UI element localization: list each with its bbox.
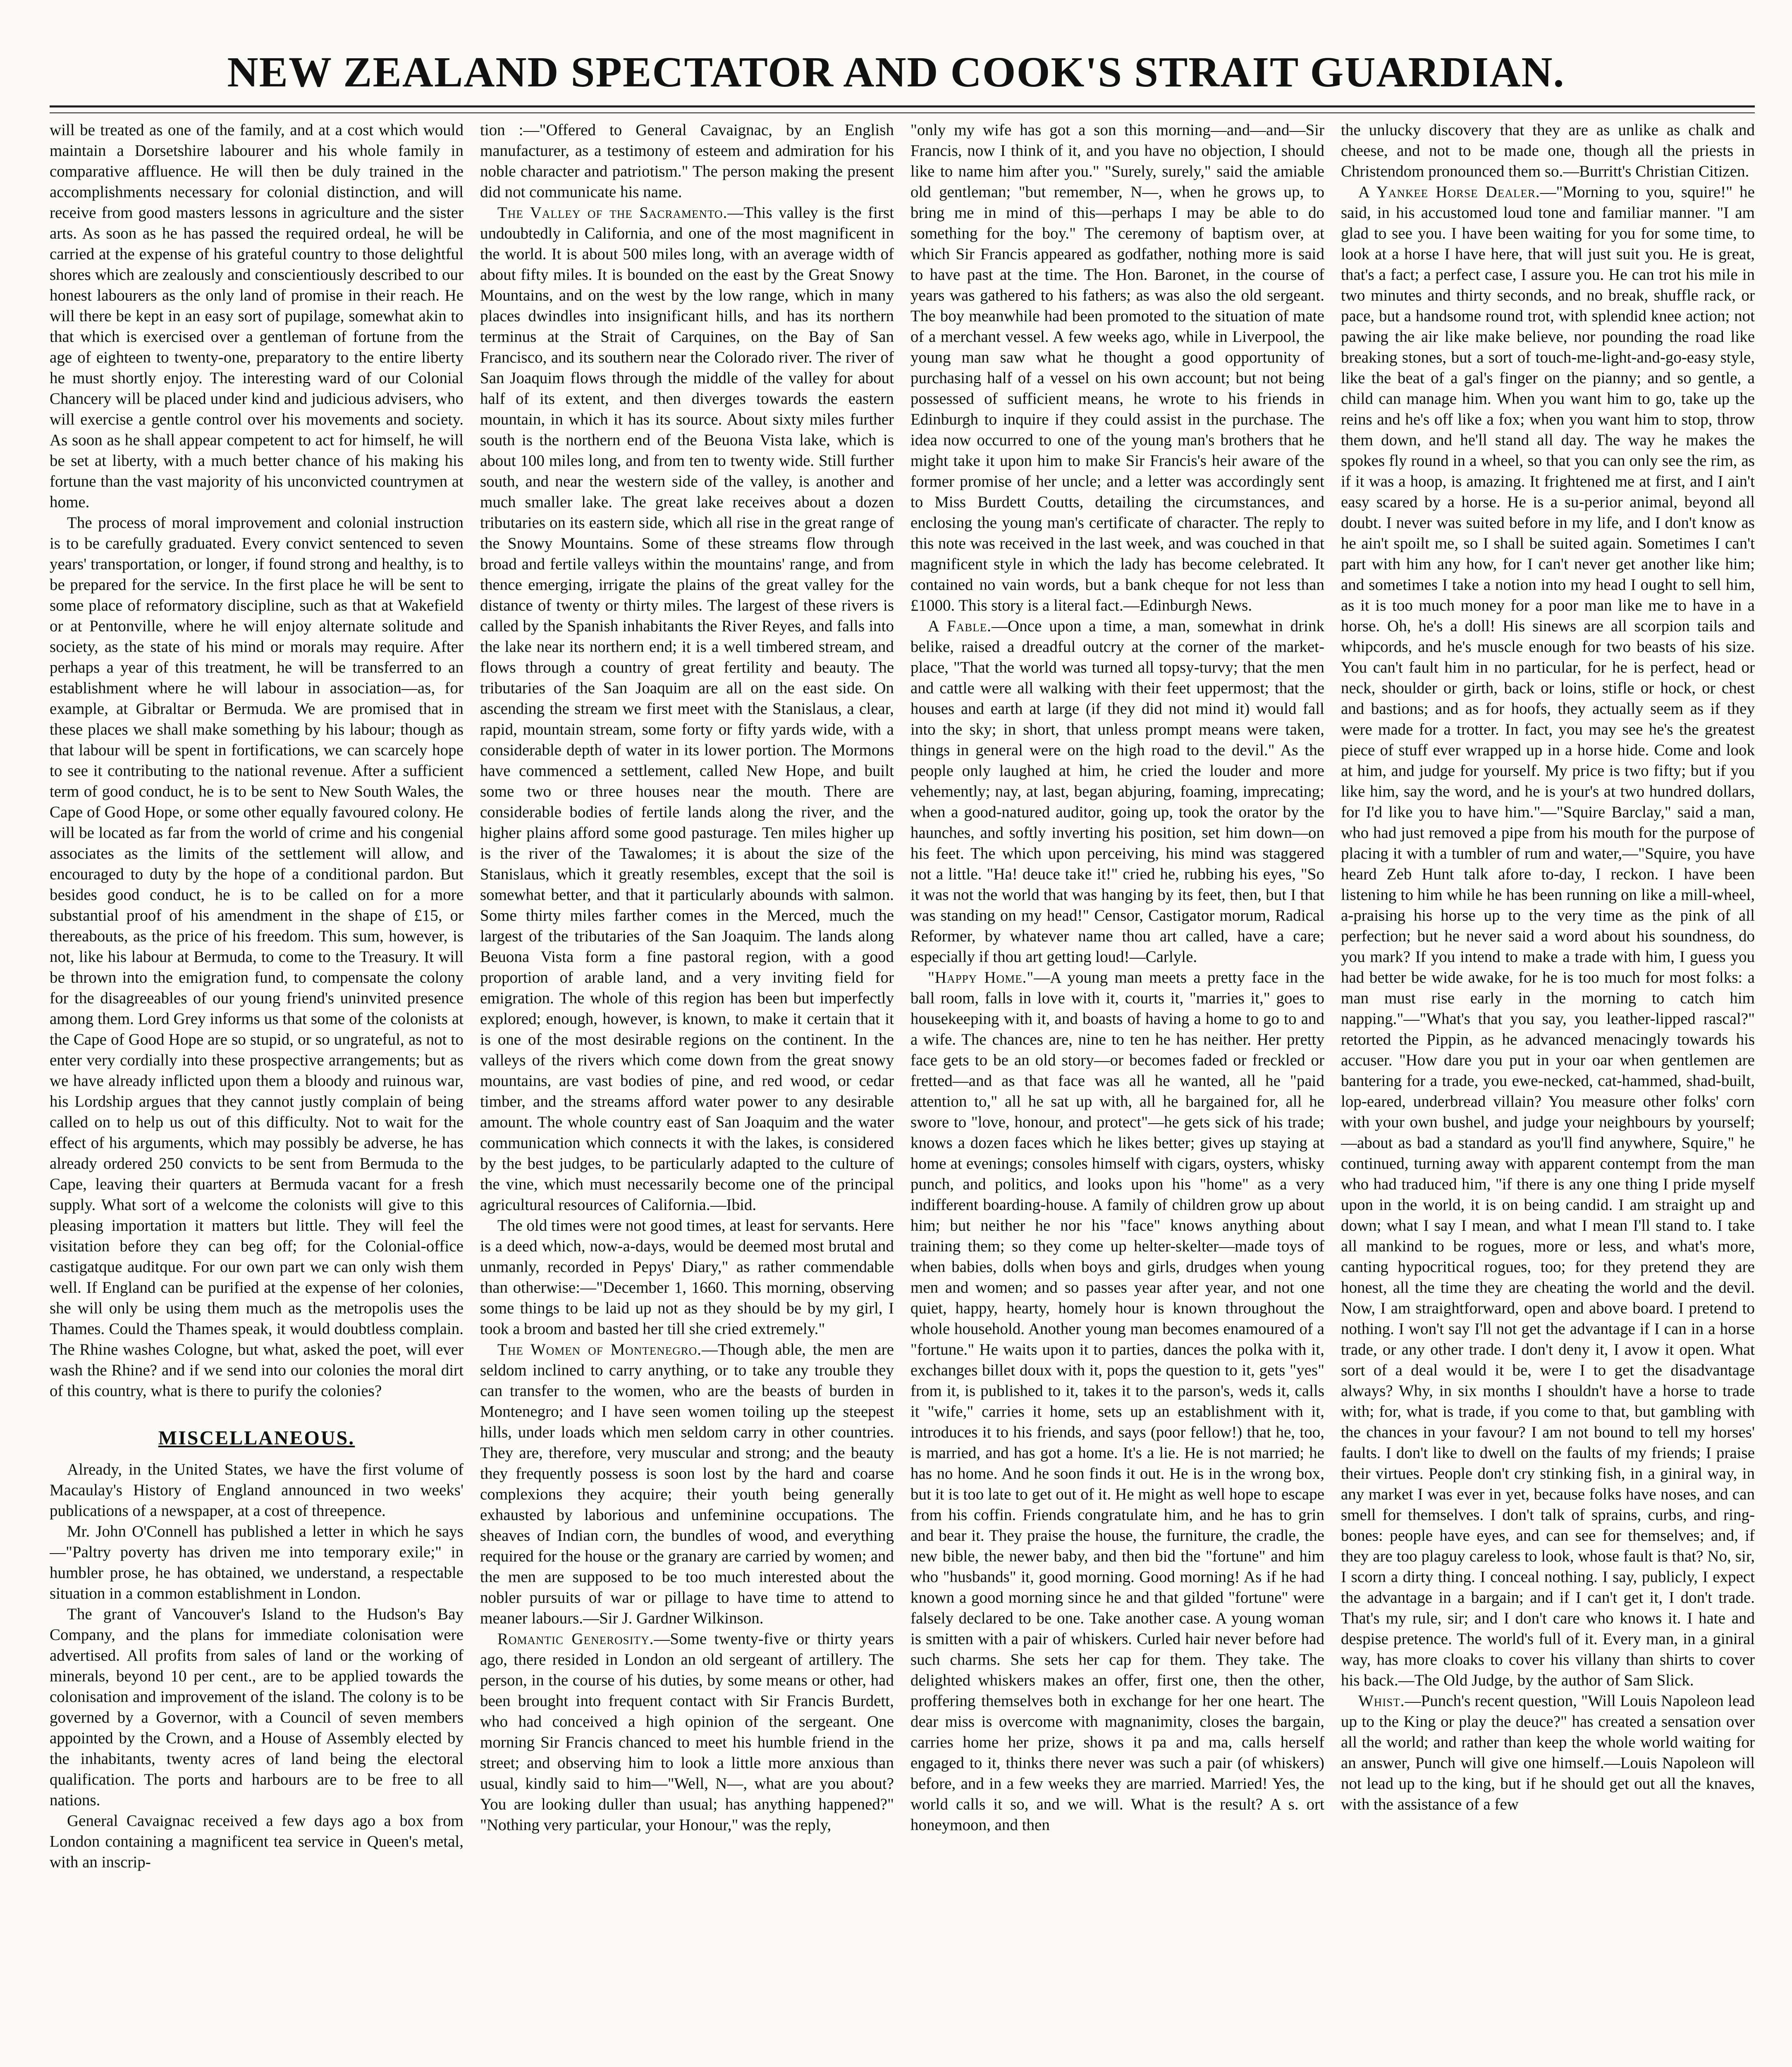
article-text: the unlucky discovery that they are as unlike as chalk and cheese, and not to be made one, though all the priests in Christendom pronounced them so.—Burritt's Christian Citizen. [1341,121,1755,180]
article-paragraph [50,1459,464,1521]
article-title: Whist. [1358,1692,1405,1710]
article-text: Already, in the United States, we have the first volume of Macaulay's History of England announced in two weeks' publications of a newspaper, at a cost of threepence. [50,1461,464,1520]
article-title: The Women of Montenegro. [497,1341,702,1358]
article-paragraph [480,1629,894,1835]
article-title: A Fable. [928,617,992,635]
article-paragraph [50,513,464,1401]
article-text: —"Morning to you, squire!" he said, in his accustomed loud tone and familiar manner. "I am glad to see you. I have been waiting for you for some time, to look at a horse I have here, that will just suit you. He is great, that's a fact; a perfect case, I assure you. He can trot his mile in two minutes and thirty seconds, and no break, shuffle rack, or pace, but a handsome round trot, with splendid knee action; not pawing the air like make believe, nor pounding the road like breaking stones, but a sort of touch-me-light-and-go-easy style, like the beat of a gal's finger on the pianny; and so gentle, a child can manage him. When you want him to go, take up the reins and he's off like a fox; when you want him to stop, throw them down, and he'll stand all day. The way he makes the spokes fly round in a wheel, so that you can only see the rim, as if it was a hoop, is amazing. It frightened me at first, and I ain't easy scared by a horse. He is a su-perior animal, beyond all doubt. I never was suited before in my life, and I don't know as he ain't spoilt me, so I shall be suited again. Sometimes I can't part with him any how, for I can't never get another like him; and sometimes I take a notion into my head I ought to sell him, as it is too much money for a poor man like me to have in a horse. Oh, he's a doll! His sinews are all scorpion tails and whipcords, and he's muscle enough for two beasts of his size. You can't fault him in no particular, for he is perfect, head or neck, shoulder or girth, back or loins, stifle or hock, or chest and bastions; and as for hoofs, they actually seem as if they were made for a trotter. In fact, you may see he's the greatest piece of stuff ever wrapped up in a horse hide. Come and look at him, and judge for yourself. My price is two fifty; but if you like him, say the word, and he is your's at two hundred dollars, for I'd like you to have him."—"Squire Barclay," said a man, who had just removed a pipe from his mouth for the purpose of placing it with a tumbler of rum and water,—"Squire, you have heard Zeb Hunt talk afore to-day, I reckon. I have been listening to him while he has been running on like a mill-wheel, a-praising his horse up to the very time as the pink of all perfection; but he never said a word about his soundness, do you mark? If you intend to make a trade with him, I guess you had better be wide awake, for he is too much for most folks: a man must rise early in the morning to catch him napping."—"What's that you say, you leather-lipped rascal?" retorted the Pippin, as he advanced menacingly towards his accuser. "How dare you put in your oar when gentlemen are bantering for a trade, you ewe-necked, cat-hammed, shad-built, lop-eared, underbread villain? You measure other folks' corn with your own bushel, and judge your neighbours by yourself;—about as bad a standard as you'll find anywhere, Squire," he continued, turning away with apparent contempt from the man who had traduced him, "if there is any one thing I pride myself upon in the world, it is on being candid. I am straight up and down; what I say I mean, and what I mean I'll stand to. I take all mankind to be rogues, more or less, and what's more, canting hypocritical rogues, too; for they pretend they are honest, all the time they are cheating the world and the devil. Now, I am straightforward, open and above board. I pretend to nothing. I won't say I'll not get the advantage if I can in a horse trade, or any other trade. I don't deny it, I avow it open. What sort of a deal would it be, were I to get the disadvantage always? Why, in six months I shouldn't have a horse to trade with; for, what is trade, if you come to that, but gambling with the chances in your favour? I am not bound to tell my horses' faults. I don't like to dwell on the faults of my friends; I praise their virtues. People don't cry stinking fish, in a giniral way, in any market I was ever in yet, because folks have noses, and can smell for themselves. I don't talk of sprains, curbs, and ring-bones: people have eyes, and can see for themselves; and, if they are too plaguy careless to look, whose fault is that? No, sir, I scorn a dirty thing. I conceal nothing. I say, publicly, I expect the advantage in a bargain; and if I can't get it, I don't trade. That's my rule, sir; and I don't care who knows it. I hate and despise pretence. The world's full of it. Every man, in a giniral way, has more cloaks to cover his villany than shirts to cover his back.—The Old Judge, by the author of Sam Slick. [1341,183,1755,1689]
article-paragraph [910,616,1324,967]
article-paragraph [480,1339,894,1629]
article-paragraph [50,1604,464,1811]
article-text: —Though able, the men are seldom inclined to carry anything, or to take any trouble they can transfer to the women, who are the beasts of burden in Montenegro; and I have seen women toiling up the steepest hills, under loads which men seldom carry in other countries. They are, therefore, very muscular and strong; and the beauty they frequently possess is soon lost by the hard and coarse complexions they acquire; their youth being generally exhausted by laborious and unfeminine occupations. The sheaves of Indian corn, the bundles of wood, and everything required for the house or the granary are carried by women; and the men are supposed to be too much interested about the nobler pursuits of war or pillage to have time to attend to meaner labours.—Sir J. Gardner Wilkinson. [480,1341,894,1627]
article-text: tion :—"Offered to General Cavaignac, by an English manufacturer, as a testimony of esteem and admiration for his noble character and patriotism." The person making the present did not communicate his name. [480,121,894,201]
article-paragraph [50,1521,464,1604]
section-heading: MISCELLANEOUS. [158,1427,355,1449]
article-paragraph [480,203,894,1215]
article-title: "Happy Home." [928,969,1034,986]
article-text: —Punch's recent question, "Will Louis Napoleon lead up to the King or play the deuce?" has created a sensation over all the world; and rather than keep the whole world waiting for an answer, Punch will give one himself.—Louis Napoleon will not lead up to the king, but if he should get out all the knaves, with the assistance of a few [1341,1692,1755,1813]
article-paragraph [50,1811,464,1873]
article-text: "only my wife has got a son this morning—and—and—Sir Francis, now I think of it, and you have no objection, I should like to name him after you." "Surely, surely," said the amiable old gentleman; "but remember, N—, when he grows up, to bring me in mind of this—perhaps I may be able to do something for the boy." The ceremony of baptism over, at which Sir Francis appeared as godfather, nothing more is said to have past at the time. The Hon. Baronet, in the course of years was gathered to his fathers; as was also the old sergeant. The boy meanwhile had been promoted to the situation of mate of a merchant vessel. A few weeks ago, while in Liverpool, the young man saw what he thought a good opportunity of purchasing half of a vessel on his own account; but not being possessed of sufficient means, he wrote to his friends in Edinburgh to inquire if they could assist in the purchase. The idea now occurred to one of the young man's brothers that he might take it upon him to make Sir Francis's heir aware of the former promise of her uncle; and a letter was accordingly sent to Miss Burdett Coutts, detailing the circumstances, and enclosing the young man's certificate of character. The reply to this note was received in the last week, and was couched in that magnificent style in which the lady has become celebrated. It contained no vain words, but a bank cheque for not less than £1000. This story is a literal fact.—Edinburgh News. [910,121,1324,614]
article-title: A Yankee Horse Dealer. [1358,183,1540,201]
article-text: General Cavaignac received a few days ago a box from London containing a magnificent tea service in Queen's metal, with an inscrip- [50,1812,464,1871]
masthead-rule [50,105,1755,113]
masthead: NEW ZEALAND SPECTATOR AND COOK'S STRAIT GUARDIAN. [227,48,1565,96]
article-text: —Some twenty-five or thirty years ago, there resided in London an old sergeant of artillery. The person, in the course of his duties, by some means or other, had been brought into frequent contact with Sir Francis Burdett, who had conceived a high opinion of the sergeant. One morning Sir Francis chanced to meet his humble friend in the street; and observing him to look a little more anxious than usual, kindly said to him—"Well, N—, what are you about? You are looking duller than usual; has anything happened?" "Nothing very particular, your Honour," was the reply, [480,1630,894,1834]
column-2 [480,120,894,2067]
article-paragraph [1341,1691,1755,1815]
article-text: —This valley is the first undoubtedly in California, and one of the most magnificent in the world. It is about 500 miles long, with an average width of about fifty miles. It is bounded on the east by the Great Snowy Mountains, and on the west by the low range, which in many places dwindles into insignificant hills, and has its northern terminus at the Strait of Carquines, on the Bay of San Francisco, and its southern near the Colorado river. The river of San Joaquim flows through the middle of the valley for about half of its extent, and then diverges towards the eastern mountain, in which it has its source. About sixty miles further south is the northern end of the Beuona Vista lake, which is about 100 miles long, and from ten to twenty wide. Still further south, and near the western side of the valley, is another and much smaller lake. The great lake receives about a dozen tributaries on its eastern side, which all rise in the great range of the Snowy Mountains. Some of these streams flow through broad and fertile valleys within the mountains' range, and from thence emerging, irrigate the plains of the great valley for the distance of twenty or thirty miles. The largest of these rivers is called by the Spanish inhabitants the River Reyes, and falls into the lake near its northern end; it is a well timbered stream, and flows through a country of great fertility and beauty. The tributaries of the San Joaquim are all on the east side. On ascending the stream we first meet with the Stanislaus, a clear, rapid, mountain stream, some forty or fifty yards wide, with a considerable depth of water in its lower portion. The Mormons have commenced a settlement, called New Hope, and built some two or three houses near the mouth. There are considerable bodies of fertile lands along the river, and the higher plains afford some good pasturage. Ten miles higher up is the river of the Tawalomes; it is about the size of the Stanislaus, which it greatly resembles, except that the soil is somewhat better, and that it particularly abounds with salmon. Some thirty miles farther comes in the Merced, much the largest of the tributaries of the San Joaquim. The lands along Beuona Vista form a fine pastoral region, with a good proportion of arable land, and a very inviting field for emigration. The whole of this region has been but imperfectly explored; enough, however, is known, to make it certain that it is one of the most desirable regions on the continent. In the valleys of the rivers which come down from the great snowy mountains, are vast bodies of pine, and red wood, or cedar timber, and the streams afford water power to any desirable amount. The whole country east of San Joaquim and the water communication which connects it with the lakes, is considered by the best judges, to be particularly adapted to the culture of the vine, which must necessarily become one of the principal agricultural resources of California.—Ibid. [480,204,894,1214]
article-text: —Once upon a time, a man, somewhat in drink belike, raised a dreadful outcry at the corner of the market-place, "That the world was turned all topsy-turvy; that the men and cattle were all walking with their feet uppermost; that the houses and earth at large (if they did not mind it) would fall into the sky; in short, that unless prompt means were taken, things in general were on the high road to the devil." As the people only laughed at him, he cried the louder and more vehemently; nay, at last, began abjuring, foaming, imprecating; when a good-natured auditor, going up, took the orator by the haunches, and softly inverting his position, set him down—on his feet. The which upon perceiving, his mind was staggered not a little. "Ha! deuce take it!" cried he, rubbing his eyes, "So it was not the world that was hanging by its feet, then, but I that was standing on my head!" Censor, Castigator morum, Radical Reformer, by whatever name thou art called, have a care; especially if thou art getting loud!—Carlyle. [910,617,1324,966]
columns-container [50,120,1755,2067]
article-paragraph [910,120,1324,616]
article-text: The process of moral improvement and colonial instruction is to be carefully graduated. Every convict sentenced to seven years' transportation, or longer, if found strong and healthy, is to be prepared for the service. In the first place he will be sent to some place of reformatory discipline, such as that at Wakefield or at Pentonville, where he will enjoy alternate solitude and society, as the state of his mind or morals may require. After perhaps a year of this treatment, he will be transferred to an establishment where he will labour in association—as, for example, at Gibraltar or Bermuda. We are promised that in these places we shall make something by his labour; though as that labour will be spent in fortifications, we can scarcely hope to see it contributing to the national revenue. After a sufficient term of good conduct, he is to be sent to New South Wales, the Cape of Good Hope, or some other equally favoured colony. He will be located as far from the world of crime and his congenial associates as the limits of the settlement will allow, and encouraged to duty by the hope of a conditional pardon. But besides good conduct, he is to be called on for a more substantial proof of his amendment in the shape of £15, or thereabouts, as the price of his freedom. This sum, however, is not, like his labour at Bermuda, to come to the Treasury. It will be thrown into the emigration fund, to compensate the colony for the disagreeables of our young friend's uninvited presence among them. Lord Grey informs us that some of the colonists at the Cape of Good Hope are so stupid, or so ungrateful, as not to enter very cordially into these prospective arrangements; but as we have already inflicted upon them a bloody and ruinous war, his Lordship argues that they cannot justly complain of being called on to help us out of this difficulty. Not to wait for the effect of his arguments, which may possibly be adverse, he has already ordered 250 convicts to be sent from Bermuda to the Cape, leaving their quarters at Bermuda vacant for a fresh supply. What sort of a welcome the colonists will give to this pleasing importation it matters but little. They will feel the visitation before they can beg off; for the Colonial-office castigatque auditque. For our own part we can only wish them well. If England can be purified at the expense of her colonies, she will only be using them much as the metropolis uses the Thames. Could the Thames speak, it would doubtless complain. The Rhine washes Cologne, but what, asked the poet, will ever wash the Rhine? and if we send into our colonies the moral dirt of this country, what is there to purify the colonies? [50,514,464,1400]
column-1 [50,120,464,2067]
article-paragraph [1341,182,1755,1691]
article-paragraph [1341,120,1755,182]
column-4 [1341,120,1755,2067]
article-text: —A young man meets a pretty face in the ball room, falls in love with it, courts it, "marries it," goes to housekeeping with it, and boasts of having a home to go to and a wife. The chances are, nine to ten he has neither. Her pretty face gets to be an old story—or becomes faded or freckled or fretted—and as that face was all he wanted, all he "paid attention to," all he sat up with, all he bargained for, all he swore to "love, honour, and protect"—he gets sick of his trade; knows a dozen faces which he likes better; gives up staying at home at evenings; consoles himself with cigars, oysters, whisky punch, and politics, and looks upon his "home" as a very indifferent boarding-house. A family of children grow up about him; but neither he nor his "face" knows anything about training them; so they come up helter-skelter—made toys of when babies, dolls when boys and girls, drudges when young men and women; and so passes year after year, and not one quiet, happy, hearty, homely hour is known throughout the whole household. Another young man becomes enamoured of a "fortune." He waits upon it to parties, dances the polka with it, exchanges billet doux with it, pops the question to it, gets "yes" from it, is published to it, takes it to the parson's, weds it, calls it "wife," carries it home, sets up an establishment with it, introduces it to his friends, and says (poor fellow!) that he, too, is married, and has got a home. It's a lie. He is not married; he has no home. And he soon finds it out. He is in the wrong box, but it is too late to get out of it. He might as well hope to escape from his coffin. Friends congratulate him, and he has to grin and bear it. They praise the house, the furniture, the cradle, the new bible, the newer baby, and then bid the "fortune" and him who "husbands" it, good morning. Good morning! As if he had known a good morning since he and that gilded "fortune" were falsely declared to be one. Take another case. A young woman is smitten with a pair of whiskers. Curled hair never before had such charms. She sets her cap for them. They take. The delighted whiskers makes an offer, first one, then the other, proffering themselves both in exchange for her one heart. The dear miss is overcome with magnanimity, closes the bargain, carries home her prize, shows it pa and ma, calls herself engaged to it, thinks there never was such a pair (of whiskers) before, and in a few weeks they are married. Married! Yes, the world calls it so, and we will. What is the result? A s. ort honeymoon, and then [910,969,1324,1834]
article-paragraph [50,120,464,513]
article-text: The grant of Vancouver's Island to the Hudson's Bay Company, and the plans for immediate colonisation were advertised. All profits from sales of land or the working of minerals, beyond 10 per cent., are to be applied towards the colonisation and improvement of the island. The colony is to be governed by a Governor, with a Council of seven members appointed by the Crown, and a House of Assembly elected by the inhabitants, twenty acres of land being the electoral qualification. The ports and harbours are to be free to all nations. [50,1605,464,1809]
article-text: The old times were not good times, at least for servants. Here is a deed which, now-a-days, would be deemed most brutal and unmanly, recorded in Pepys' Diary," as rather commendable than otherwise:—"December 1, 1660. This morning, observing some things to be laid up not as they should be by my girl, I took a broom and basted her till she cried extremely." [480,1217,894,1338]
article-title: Romantic Generosity. [497,1630,654,1648]
article-paragraph [910,967,1324,1835]
article-paragraph [480,1215,894,1339]
article-text: Mr. John O'Connell has published a letter in which he says—"Paltry poverty has driven me into temporary exile;" in humbler prose, he has obtained, we understand, a respectable situation in a common establishment in London. [50,1523,464,1602]
article-title: The Valley of the Sacramento. [497,204,728,222]
section-gap [50,1401,464,1411]
article-paragraph [480,120,894,203]
column-3 [910,120,1324,2067]
article-text: will be treated as one of the family, and at a cost which would maintain a Dorsetshire labourer and his whole family in comparative affluence. He will then be duly trained in the accomplishments necessary for colonial distinction, and will receive from good masters lessons in agriculture and the sister arts. As soon as he has passed the required ordeal, he will be carried at the expense of his grateful country to those delightful shores which are zealously and conscientiously described to our honest labourers as the only land of promise in their reach. He will there be kept in an easy sort of pupilage, somewhat akin to that which is exercised over a gentleman of fortune from the age of eighteen to twenty-one, preparatory to the entire liberty he must shortly enjoy. The interesting ward of our Colonial Chancery will be placed under kind and judicious advisers, who will exercise a gentle control over his movements and society. As soon as he shall appear competent to act for himself, he will be set at liberty, with a much better chance of his making his fortune than the vast majority of his unconvicted countrymen at home. [50,121,464,511]
